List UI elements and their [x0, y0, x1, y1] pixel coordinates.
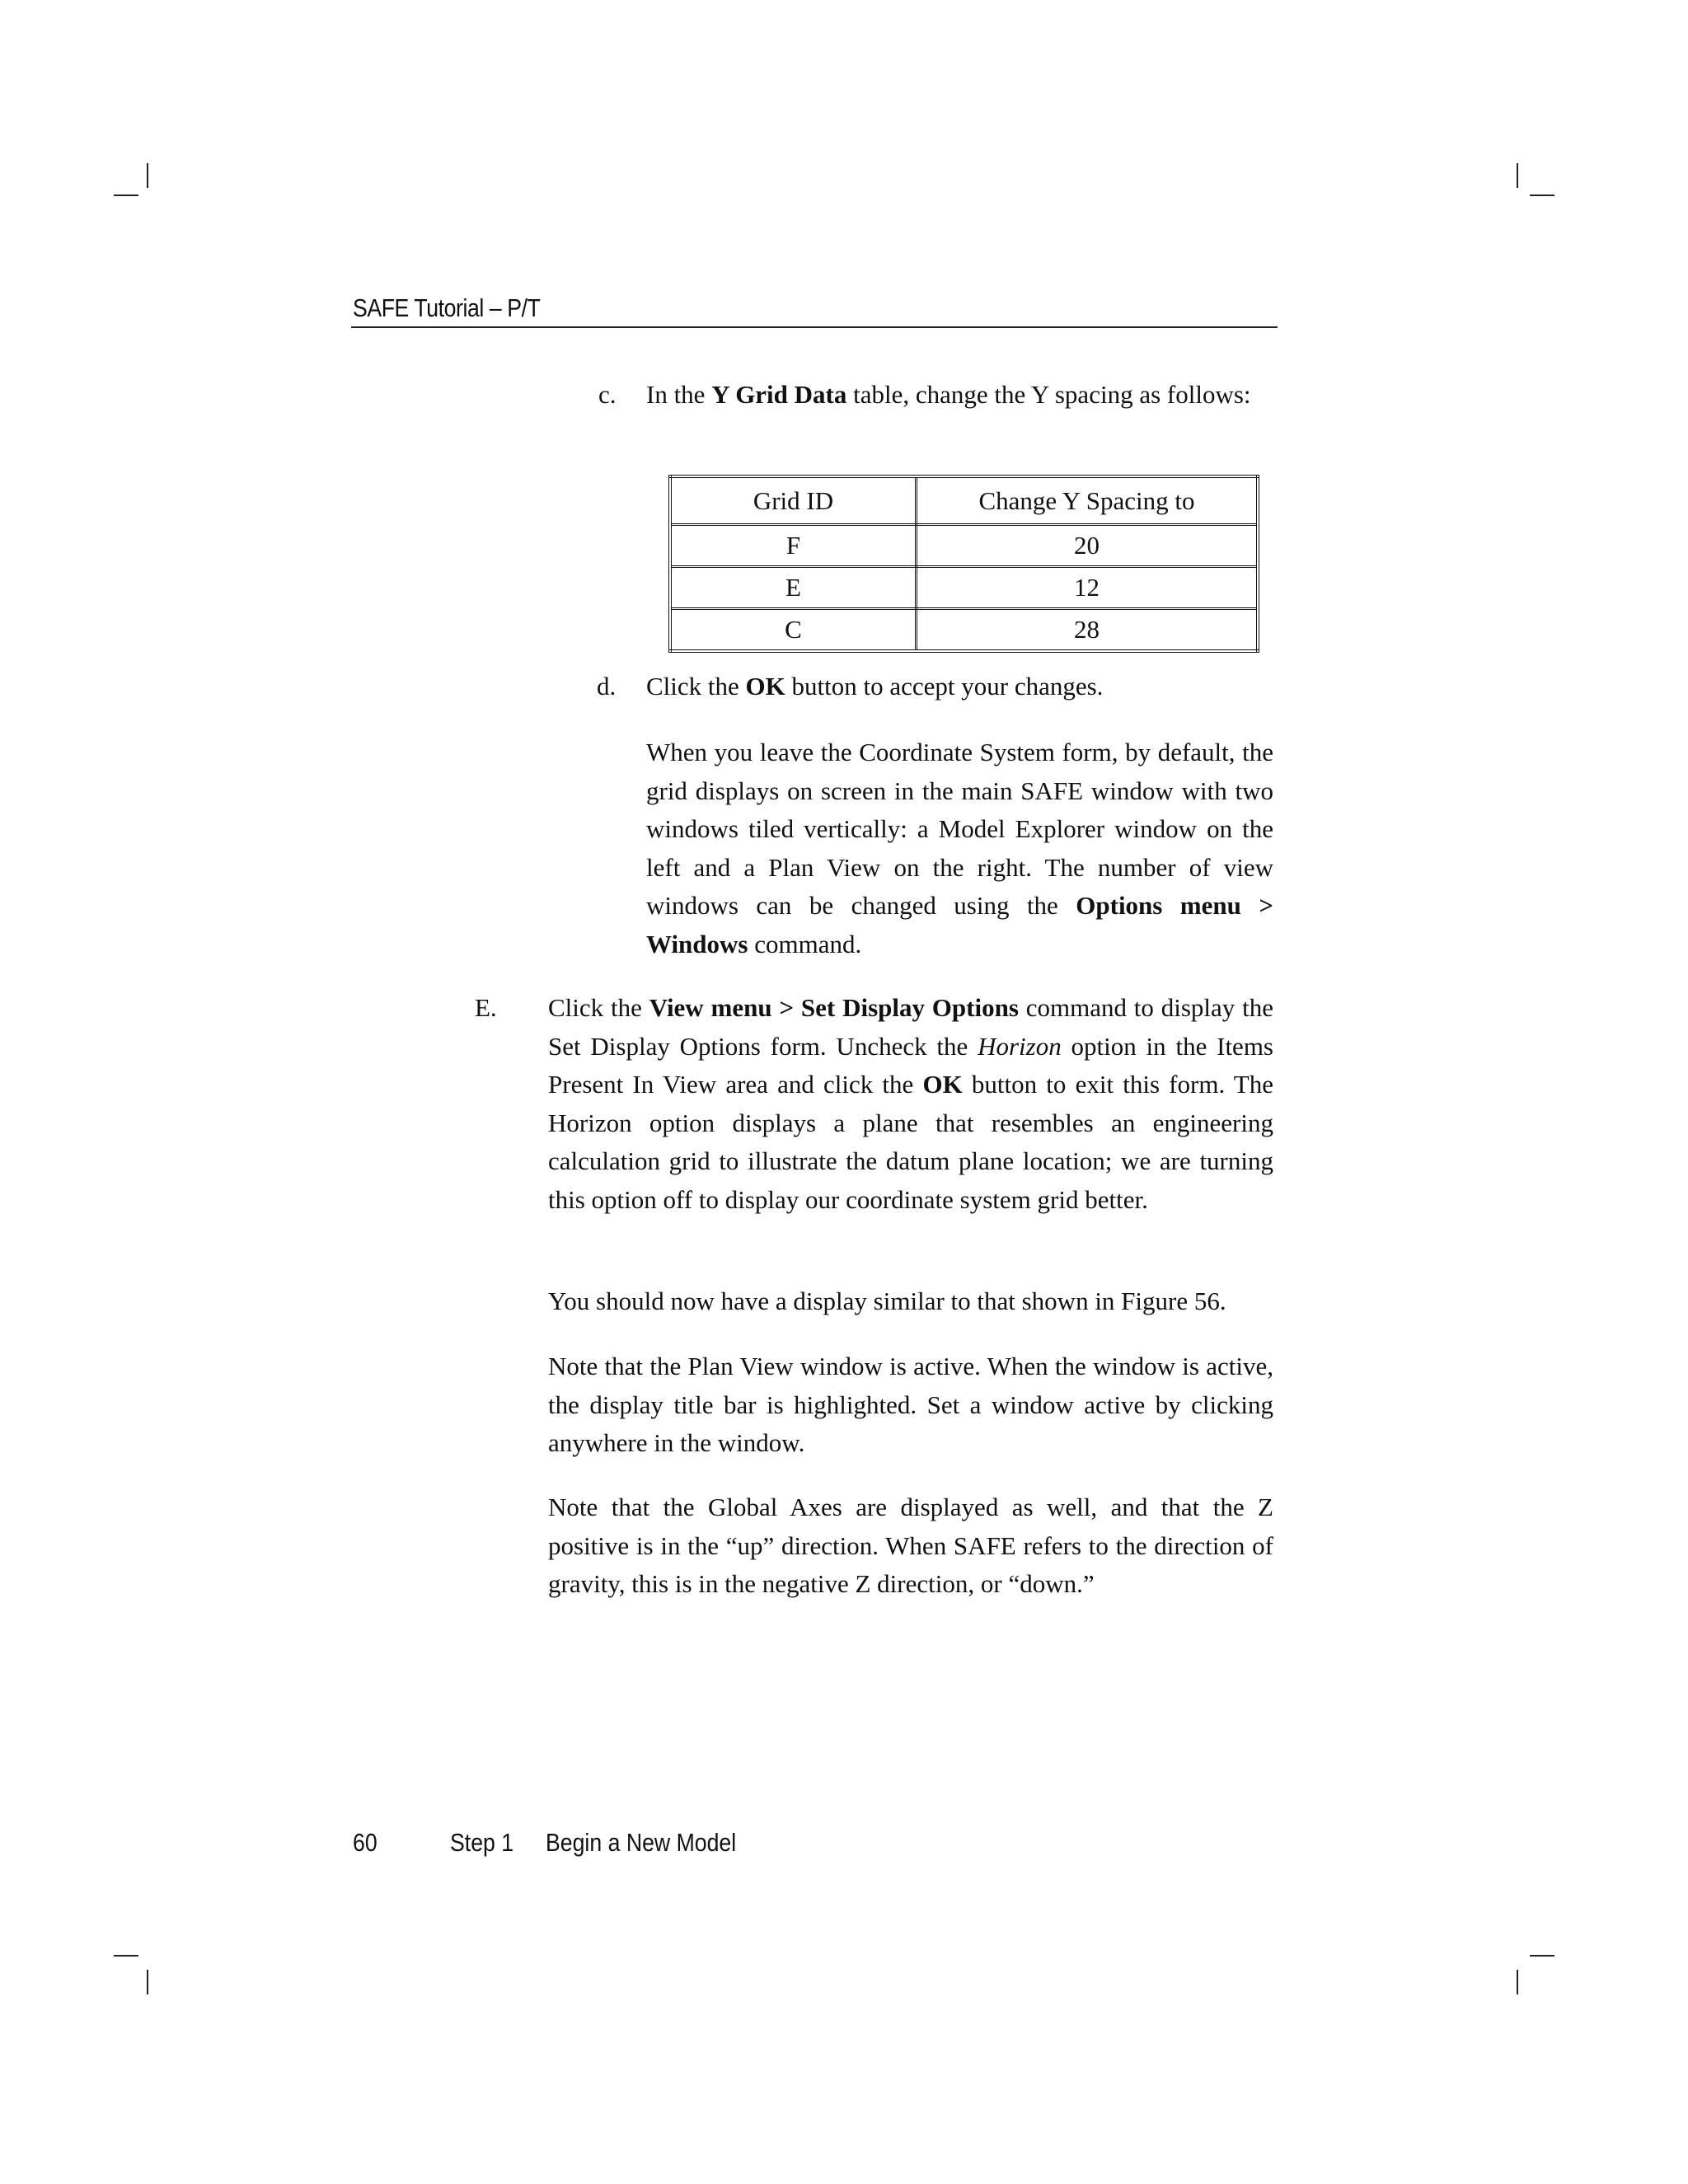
table-cell: E [670, 567, 917, 609]
global-axes-paragraph: Note that the Global Axes are displayed as well, and that the Z positive is in the “up” direction. When SAFE refers to the direction of gravity, this is in the negative Z direction, or “down.” [548, 1493, 1273, 1598]
table-row [670, 567, 1258, 609]
table-cell: 12 [917, 567, 1259, 609]
step-c-marker: c. [598, 380, 617, 409]
y-spacing-table [668, 475, 1259, 653]
table-header-cell: Grid ID [670, 476, 917, 525]
crop-mark [1530, 1955, 1554, 1957]
table-header-cell: Change Y Spacing to [917, 476, 1259, 525]
step-e-marker: E. [475, 993, 497, 1022]
crop-mark [1517, 1970, 1518, 1994]
page-number: 60 [353, 1828, 377, 1857]
crop-mark [1517, 163, 1518, 188]
crop-mark [1530, 194, 1554, 196]
windows-note: When you leave the Coordinate System form, by default, the grid displays on screen in the main SAFE window with two windows tiled vertically: a Model Explorer window on the left and a Plan View on the right. The number of view windows can be changed using the Options menu > Windows command. [646, 738, 1273, 958]
step-c-text: In the Y Grid Data table, change the Y spacing as follows: [646, 380, 1251, 409]
footer-step: Step 1 [450, 1828, 514, 1857]
crop-mark [114, 194, 138, 196]
step-d-marker: d. [597, 672, 617, 701]
crop-mark [147, 163, 148, 188]
table-cell: 28 [917, 609, 1259, 652]
table-cell: C [670, 609, 917, 652]
header-rule [351, 326, 1278, 328]
step-d-text: Click the OK button to accept your changes. [646, 672, 1104, 701]
table-header-row [670, 476, 1258, 525]
figure-paragraph: You should now have a display similar to that shown in Figure 56. [548, 1286, 1226, 1315]
table-row [670, 525, 1258, 567]
active-window-paragraph: Note that the Plan View window is active. When the window is active, the display title bar is highlighted. Set a window active by clicking anywhere in the window. [548, 1352, 1273, 1457]
table-row [670, 609, 1258, 652]
crop-mark [114, 1955, 138, 1957]
table-cell: F [670, 525, 917, 567]
step-e-text: Click the View menu > Set Display Options command to display the Set Display Options form. Uncheck the Horizon option in the Items Present In View area and click the OK button to exit this form. The Horizon option displays a plane that resembles an engineering calculation grid to illustrate the datum plane location; we are turning this option off to display our coordinate system grid better. [548, 993, 1273, 1214]
footer-section: Begin a New Model [546, 1828, 737, 1857]
table-cell: 20 [917, 525, 1259, 567]
crop-mark [147, 1970, 148, 1994]
running-header: SAFE Tutorial – P/T [353, 293, 541, 322]
